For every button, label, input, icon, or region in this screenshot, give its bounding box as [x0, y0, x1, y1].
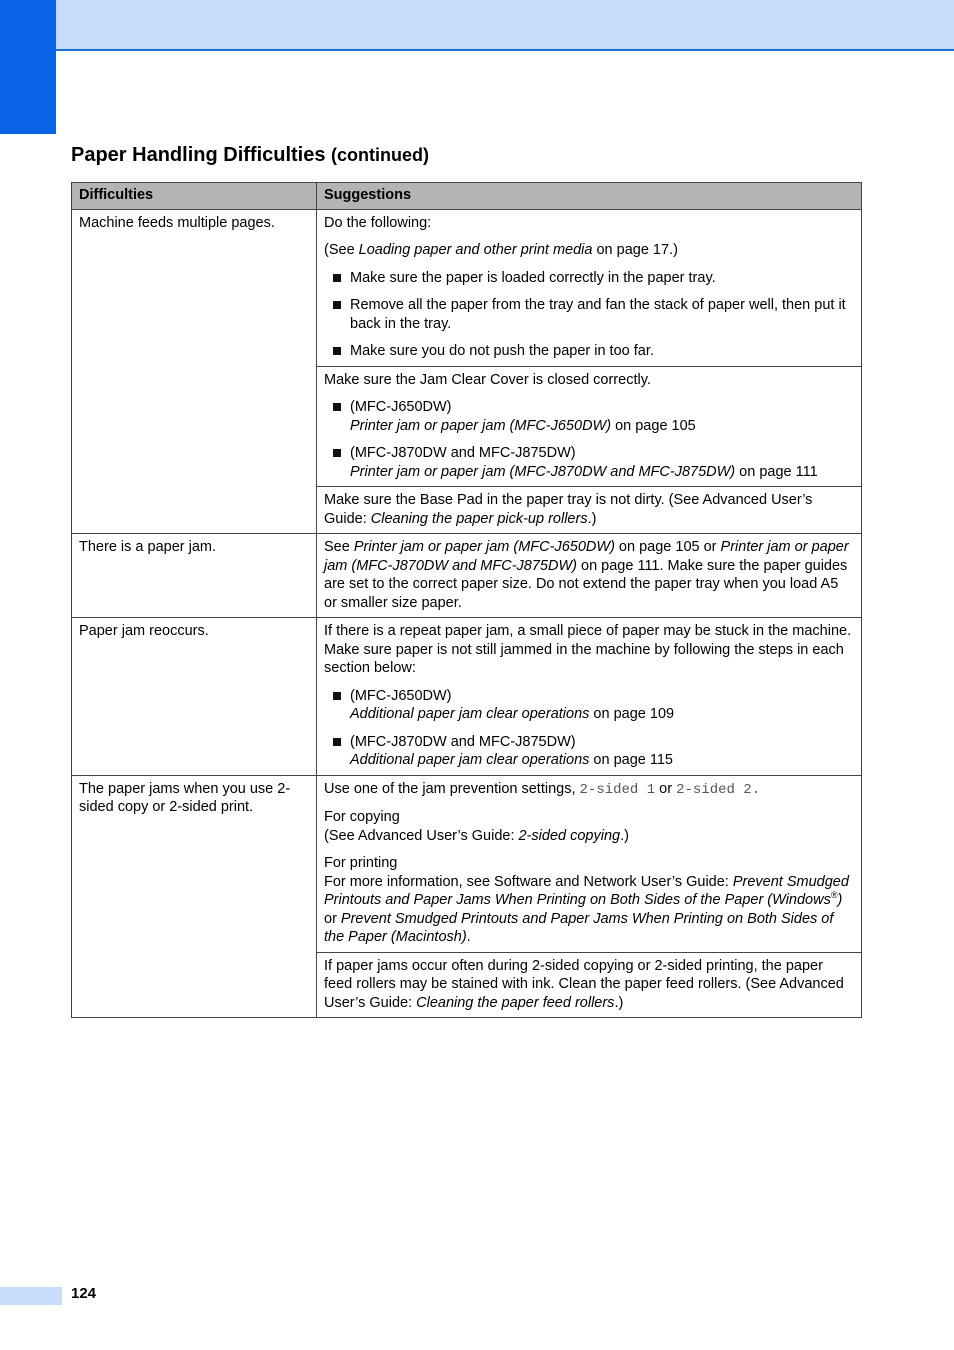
column-header-difficulties: Difficulties [72, 183, 317, 210]
suggestion-text: If paper jams occur often during 2-sided copying or 2-sided printing, the paper feed rollers may be stained with ink. Clean the paper feed rollers. (See Advanced User’s Guide: Cleaning the paper feed rollers.) [324, 957, 844, 1011]
table-row [72, 775, 862, 952]
cross-reference-link[interactable]: Printer jam or paper jam (MFC-J870DW and MFC-J875DW) [350, 463, 736, 480]
bullet-item: (MFC-J650DW) Printer jam or paper jam (MFC-J650DW) on page 105 [324, 398, 854, 435]
suggestion-cell [317, 618, 862, 776]
bullet-item: (MFC-J870DW and MFC-J875DW) Printer jam or paper jam (MFC-J870DW and MFC-J875DW) on page 111 [324, 444, 854, 481]
suggestion-text: Make sure the Base Pad in the paper tray is not dirty. (See Advanced User’s Guide: Cleaning the paper pick-up rollers.) [324, 492, 813, 527]
cross-reference-link[interactable]: 2-sided copying [518, 827, 621, 844]
cross-reference-link[interactable]: Additional paper jam clear operations [350, 706, 590, 722]
suggestion-text: Use one of the jam prevention settings, 2-sided 1 or 2-sided 2. [324, 780, 761, 798]
cross-reference-link[interactable]: Loading paper and other print media [358, 242, 593, 258]
cross-reference-link[interactable]: Printer jam or paper jam (MFC-J650DW) [353, 539, 615, 555]
square-bullet-icon [333, 301, 341, 309]
cross-reference-link[interactable]: Cleaning the paper pick-up rollers [370, 510, 588, 527]
section-title [71, 144, 429, 167]
square-bullet-icon [333, 274, 341, 282]
suggestion-text: Make sure the Jam Clear Cover is closed correctly. [324, 371, 651, 388]
difficulty-cell: Paper jam reoccurs. [72, 618, 317, 776]
cross-reference-link[interactable]: Prevent Smudged Printouts and Paper Jams When Printing on Both Sides of the Paper (Macintosh) [324, 910, 834, 945]
bullet-item: Remove all the paper from the tray and fan the stack of paper well, then put it back in the tray. [324, 296, 854, 333]
suggestion-cell [317, 366, 862, 487]
difficulties-table [71, 182, 862, 1018]
cross-reference-link[interactable]: Printer jam or paper jam (MFC-J650DW) [350, 417, 612, 434]
square-bullet-icon [333, 692, 341, 700]
suggestion-cell [317, 952, 862, 1018]
setting-option: 2-sided 1 [579, 781, 656, 798]
bullet-item: (MFC-J650DW) Additional paper jam clear operations on page 109 [324, 687, 854, 724]
header-band [0, 0, 954, 51]
cross-reference-link[interactable]: Additional paper jam clear operations [350, 752, 590, 768]
suggestion-text: Do the following: [324, 214, 432, 231]
bullet-item: Make sure you do not push the paper in too far. [324, 342, 854, 361]
square-bullet-icon [333, 449, 341, 457]
column-header-suggestions: Suggestions [317, 183, 862, 210]
cross-reference-link[interactable]: Prevent Smudged Printouts and Paper Jams When Printing on Both Sides of the Paper (Windows®) [324, 873, 849, 908]
difficulty-cell: There is a paper jam. [72, 534, 317, 618]
suggestion-cell [317, 487, 862, 534]
suggestion-text: See Printer jam or paper jam (MFC-J650DW) on page 105 or Printer jam or paper jam (MFC-J870DW and MFC-J875DW) on page 111. Make sure the paper guides are set to the correct paper size. Do not extend the paper tray when you load A5 or smaller size paper. [324, 539, 849, 611]
suggestion-cell [317, 534, 862, 618]
bullet-item: Make sure the paper is loaded correctly in the paper tray. [324, 269, 854, 288]
suggestion-text: (See Loading paper and other print media on page 17.) [324, 242, 678, 258]
bullet-item: (MFC-J870DW and MFC-J875DW) Additional paper jam clear operations on page 115 [324, 733, 854, 770]
section-title-suffix: (continued) [331, 145, 430, 165]
table-row [72, 209, 862, 366]
section-title-text: Paper Handling Difficulties [71, 144, 326, 166]
table-row [72, 618, 862, 776]
chapter-tab [0, 0, 56, 134]
square-bullet-icon [333, 347, 341, 355]
setting-option: 2-sided 2 [676, 781, 752, 798]
difficulty-cell: Machine feeds multiple pages. [72, 209, 317, 534]
suggestion-text: For printing For more information, see Software and Network User’s Guide: Prevent Smudged Printouts and Paper Jams When Printing on Both Sides of the Paper (Windows®) or Prevent Smudged Printouts and Paper Jams When Printing on Both Sides of the Paper (Macintosh). [324, 855, 849, 945]
square-bullet-icon [333, 738, 341, 746]
table-header-row [72, 183, 862, 210]
difficulty-cell: The paper jams when you use 2-sided copy or 2-sided print. [72, 775, 317, 1018]
suggestion-cell [317, 209, 862, 366]
suggestion-text: If there is a repeat paper jam, a small piece of paper may be stuck in the machine. Make sure paper is not still jammed in the machine by following the steps in each section below: [324, 623, 852, 676]
suggestion-cell [317, 775, 862, 952]
square-bullet-icon [333, 403, 341, 411]
page-number: 124 [71, 1285, 97, 1302]
cross-reference-link[interactable]: Cleaning the paper feed rollers [416, 994, 615, 1011]
suggestion-text: For copying (See Advanced User’s Guide: 2-sided copying.) [324, 809, 629, 844]
footer-band [0, 1287, 62, 1305]
cross-reference-link[interactable]: Printer jam or paper jam (MFC-J870DW and MFC-J875DW) [324, 539, 849, 574]
table-row [72, 534, 862, 618]
